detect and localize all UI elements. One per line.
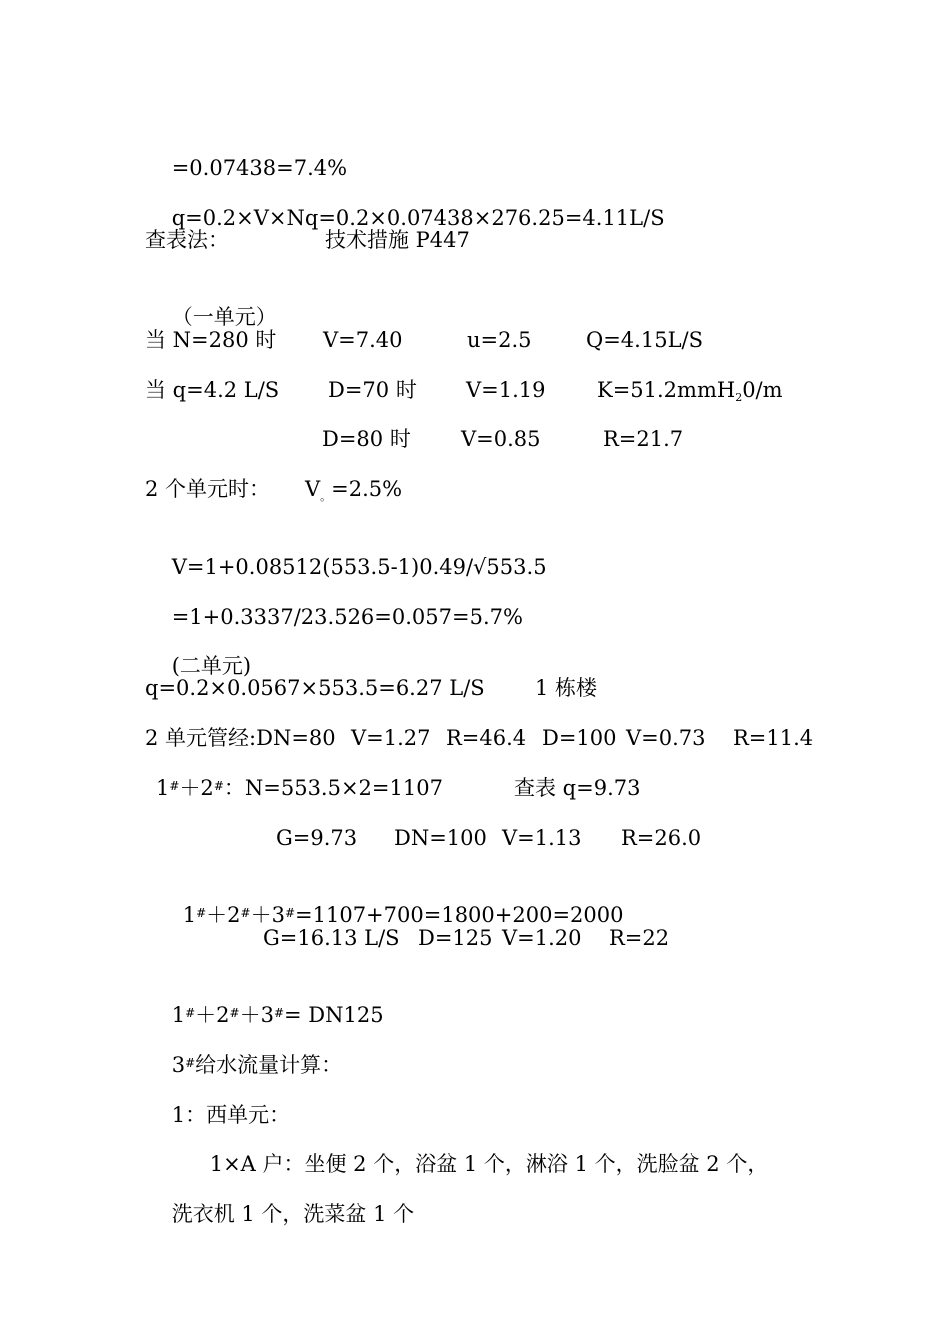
line-text: Q=4.15L/S [586,328,703,352]
line-text: G=9.73 [276,826,358,850]
line-text: =0.07438=7.4% [171,156,348,180]
building-number: 1 [156,776,170,800]
line-text: 1 栋楼 [535,676,598,700]
line-text: D=70 时 [328,378,417,402]
building-number: ＋2 [179,776,214,800]
line-text: R=26.0 [621,826,702,850]
hash-mark: # [185,1006,196,1020]
text-line [145,326,845,354]
hash-mark: # [196,906,207,920]
line-text: 技术措施 P447 [325,228,470,252]
building-number: 3 [171,1053,186,1077]
text-line [145,724,845,752]
text-line [145,824,845,852]
line-text: 查表 q=9.73 [514,776,641,800]
text-line [145,376,845,404]
hash-mark: # [185,1056,196,1070]
text-line [156,774,846,802]
line-text: =1+0.3337/23.526=0.057=5.7% [171,605,523,629]
line-text: 当 q=4.2 L/S [145,378,280,402]
building-number: 1 [182,903,197,927]
hash-mark: # [169,779,180,793]
line-text: 1×A 户：坐便 2 个，浴盆 1 个，淋浴 1 个，洗脸盆 2 个， [209,1152,769,1176]
line-text: 查表法： [145,228,229,252]
line-text: V=1.19 [466,378,546,402]
subscript: 。 [320,490,332,503]
line-text: D=125 [418,926,493,950]
building-number: ＋2 [206,903,241,927]
hash-mark: # [240,906,251,920]
text-line [145,475,845,503]
line-text: G=16.13 L/S [263,926,400,950]
building-number: ＋3 [239,1003,274,1027]
line-text: R=22 [609,926,670,950]
line-text: V=1+0.08512(553.5-1)0.49/√553.5 [171,555,547,579]
text-line [145,1172,414,1256]
line-text: 当 N=280 时 [145,328,277,352]
hash-mark: # [284,906,296,920]
formula-text: ：N=553.5×2=1107 [223,776,443,800]
formula-tail: =2.5% [331,477,403,501]
line-text: q=0.2×V×Nq=0.2×0.07438×276.25=4.11L/S [171,206,665,230]
line-text: V=0.85 [461,427,541,451]
line-text: V=1.20 [502,926,582,950]
line-text: 2 单元管经:DN=80 [145,726,336,750]
hash-mark: # [273,1006,285,1020]
line-text: u=2.5 [467,328,532,352]
line-text: D=100 [542,726,617,750]
line-text: q=0.2×0.0567×553.5=6.27 L/S [145,676,485,700]
line-text: 1：西单元： [171,1103,291,1127]
line-text: 2 个单元时： [145,477,271,501]
formula-tail: 0/m [742,378,783,402]
building-number: 1 [171,1003,186,1027]
line-text: V=0.73 [626,726,706,750]
line-text [156,774,443,802]
text-line [145,924,845,952]
line-text: R=11.4 [733,726,814,750]
text-line [145,425,845,453]
line-text: R=46.4 [446,726,527,750]
line-text: R=21.7 [603,427,684,451]
building-number: ＋2 [195,1003,230,1027]
text-line [145,226,845,254]
formula-text: = DN125 [284,1003,384,1027]
line-text [305,475,402,507]
formula-text: K=51.2mmH [597,378,736,402]
line-text: 洗衣机 1 个，洗菜盆 1 个 [171,1202,415,1226]
line-text [597,376,783,408]
hash-mark: # [229,1006,240,1020]
line-text: （一单元） [171,305,277,329]
hash-mark: # [213,779,224,793]
line-text: V=1.13 [502,826,582,850]
line-text: V=1.27 [351,726,431,750]
line-text: (二单元) [171,654,252,678]
formula-text: V [305,477,321,501]
line-text: V=7.40 [323,328,403,352]
line-text: D=80 时 [322,427,411,451]
building-number: ＋3 [250,903,285,927]
line-text: 给水流量计算： [195,1053,343,1077]
subscript: 2 [735,391,743,404]
formula-text: =1107+700=1800+200=2000 [295,903,624,927]
text-line [145,674,845,702]
line-text: DN=100 [394,826,487,850]
